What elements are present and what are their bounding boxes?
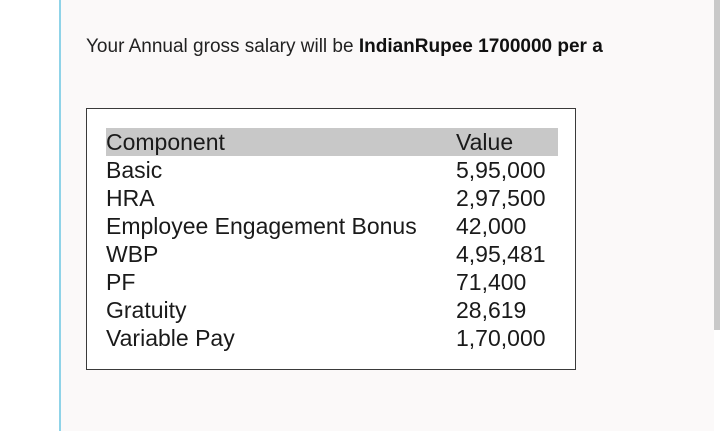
table-row: [106, 268, 558, 296]
row-component: Variable Pay: [106, 325, 235, 351]
row-value: 71,400: [456, 269, 527, 295]
scrollbar-edge[interactable]: [714, 0, 720, 330]
row-component: WBP: [106, 241, 159, 267]
row-value: 4,95,481: [456, 241, 546, 267]
table-row: [106, 156, 558, 184]
salary-suffix: per a: [552, 36, 603, 57]
salary-statement: [86, 36, 603, 58]
table-row: [106, 184, 558, 212]
row-component: PF: [106, 269, 136, 295]
row-value: 2,97,500: [456, 185, 546, 211]
row-component: Employee Engagement Bonus: [106, 213, 417, 239]
header-value: Value: [456, 129, 514, 155]
document-page: [61, 0, 714, 431]
header-component: Component: [106, 129, 225, 155]
row-value: 42,000: [456, 213, 527, 239]
row-value: 5,95,000: [456, 157, 546, 183]
row-value: 1,70,000: [456, 325, 546, 351]
table-row: [106, 212, 558, 240]
row-value: 28,619: [456, 297, 527, 323]
salary-amount: IndianRupee 1700000: [358, 36, 553, 57]
row-component: Gratuity: [106, 297, 187, 323]
table-row: [106, 240, 558, 268]
table-row: [106, 324, 558, 352]
salary-prefix: Your Annual gross salary will be: [86, 36, 359, 57]
table-row: [106, 296, 558, 324]
row-component: Basic: [106, 157, 163, 183]
row-component: HRA: [106, 185, 155, 211]
salary-breakdown-table: [106, 128, 558, 352]
table-header-row: [106, 128, 558, 156]
salary-breakdown-box: [86, 108, 576, 370]
